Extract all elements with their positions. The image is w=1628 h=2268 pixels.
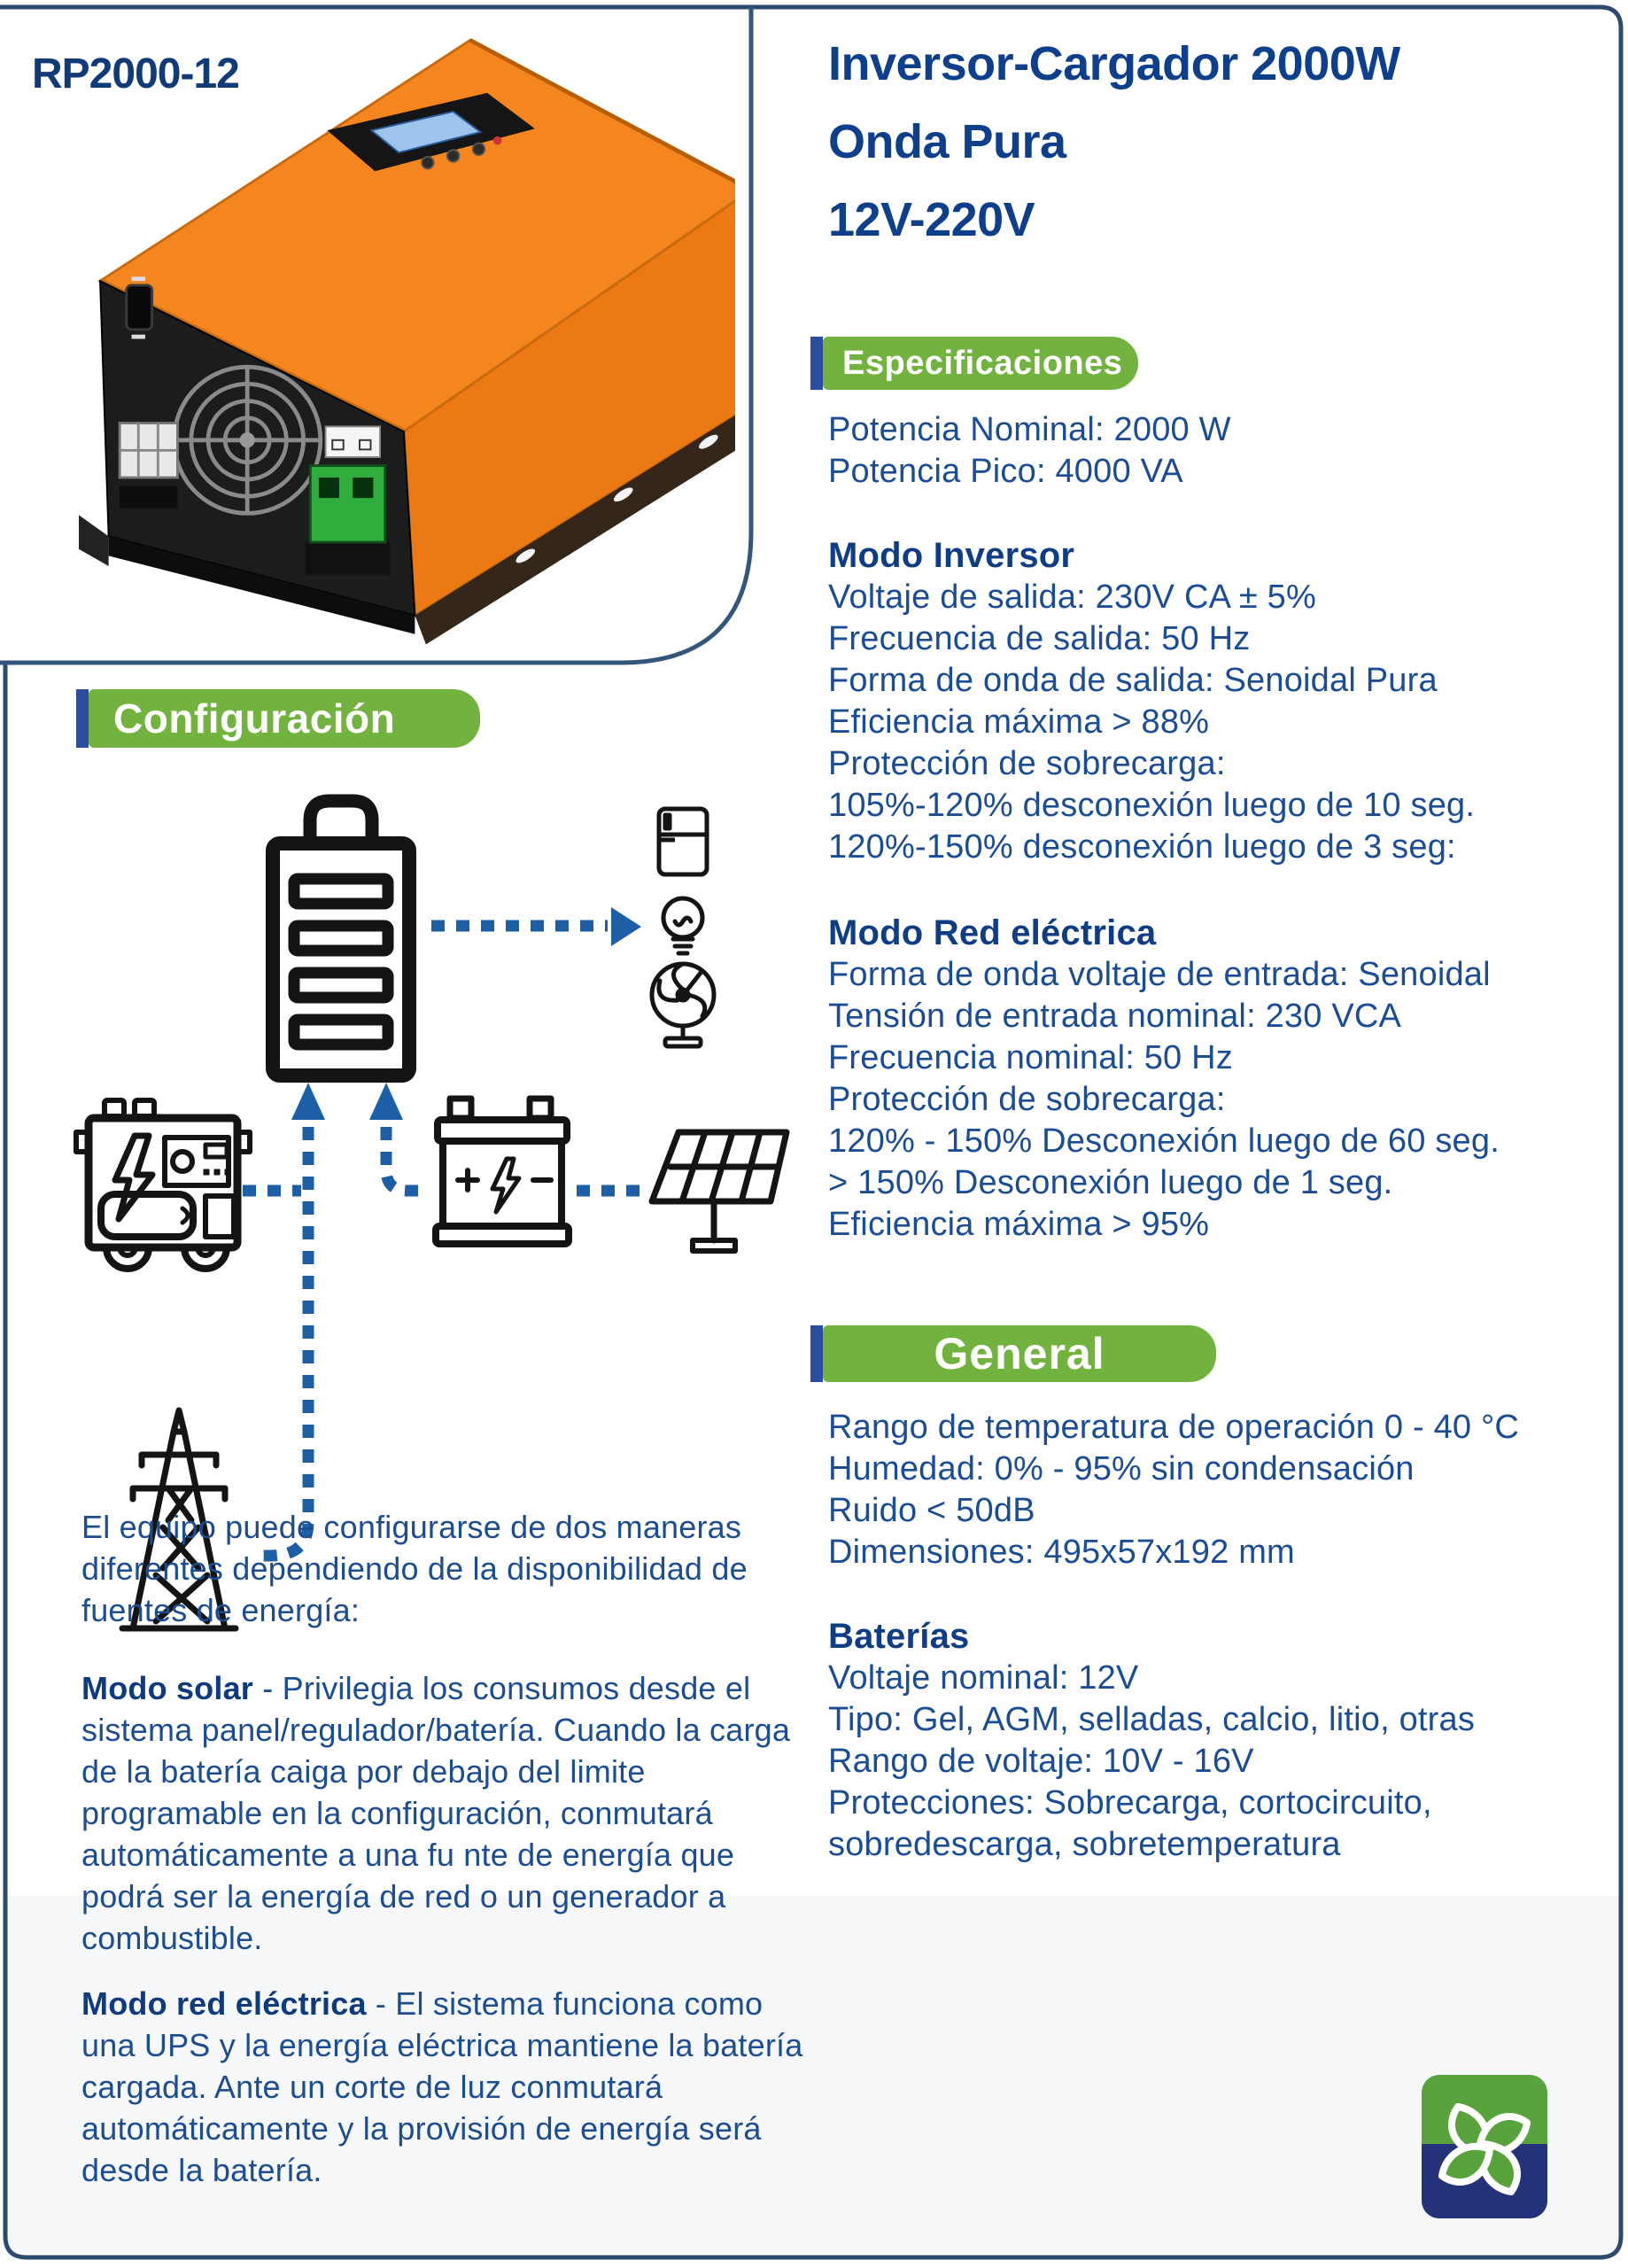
modo-solar-text: - Privilegia los consumos desde el sistema panel/regulador/batería. Cuando la carga de la batería caiga por debajo del limite programable en la configuración, conmutará automáticamente a una fu nte de energía que podrá ser la energía de red o un generador a combustible. — [81, 1670, 791, 1956]
section-header: Baterías — [828, 1617, 970, 1656]
title-line: Onda Pura — [828, 115, 1066, 168]
pinwheel-logo-icon — [1422, 2075, 1547, 2218]
spec-line: Voltaje de salida: 230V CA ± 5% — [828, 579, 1316, 616]
spec-line: 120% - 150% Desconexión luego de 60 seg. — [828, 1122, 1500, 1160]
modo-red-label: Modo red eléctrica — [81, 1985, 367, 2022]
modo-red-section — [828, 913, 1500, 1246]
badge-label: Configuración — [89, 689, 480, 748]
badge-accent-bar — [810, 337, 823, 390]
spec-line: Tensión de entrada nominal: 230 VCA — [828, 998, 1402, 1035]
configuracion-badge — [76, 689, 480, 748]
config-intro-paragraph: El equipo puede configurarse de dos maneras diferentes dependiendo de la disponibilidad de fuentes de energía: — [81, 1509, 748, 1628]
spec-line: Ruido < 50dB — [828, 1492, 1035, 1529]
spec-line: Potencia Nominal: 2000 W — [828, 411, 1231, 448]
solar-panel-icon — [652, 1132, 787, 1251]
modo-red-text: - El sistema funciona como una UPS y la energía eléctrica mantiene la batería cargada. Ante un corte de luz conmutará automáticamente y la provisión de energía será desde la batería. — [81, 1985, 803, 2188]
spec-line: Voltaje nominal: 12V — [828, 1659, 1139, 1697]
page-title — [828, 25, 1608, 259]
general-section — [828, 1407, 1519, 1573]
fridge-icon — [659, 809, 707, 874]
spec-line: Potencia Pico: 4000 VA — [828, 453, 1183, 490]
specs-intro — [828, 409, 1231, 493]
baterias-section — [828, 1616, 1475, 1866]
badge-accent-bar — [810, 1325, 823, 1382]
spec-line: > 150% Desconexión luego de 1 seg. — [828, 1164, 1393, 1201]
spec-line: Tipo: Gel, AGM, selladas, calcio, litio, otras — [828, 1701, 1476, 1738]
up-arrow-left — [291, 1083, 325, 1120]
battery-inverter-icon — [273, 801, 409, 1076]
spec-line: 105%-120% desconexión luego de 10 seg. — [828, 787, 1476, 824]
spec-line: Forma de onda voltaje de entrada: Senoidal — [828, 956, 1491, 993]
arrow-to-loads — [611, 907, 641, 946]
spec-line: Forma de onda de salida: Senoidal Pura — [828, 662, 1438, 699]
spec-line: Rango de voltaje: 10V - 16V — [828, 1743, 1254, 1780]
modo-solar-paragraph — [81, 1667, 808, 1959]
up-arrow-right — [369, 1083, 403, 1120]
especificaciones-badge — [810, 337, 1138, 390]
model-number: RP2000-12 — [32, 50, 239, 97]
product-photo — [27, 4, 735, 651]
fan-icon — [652, 964, 714, 1046]
spec-line: Rango de temperatura de operación 0 - 40 °C — [828, 1409, 1520, 1446]
modo-inversor-section — [828, 535, 1475, 868]
light-bulb-icon — [663, 898, 702, 953]
section-header: Modo Red eléctrica — [828, 913, 1157, 952]
spec-line: sobredescarga, sobretemperatura — [828, 1826, 1341, 1863]
title-line: Inversor-Cargador 2000W — [828, 37, 1400, 90]
spec-line: 120%-150% desconexión luego de 3 seg: — [828, 828, 1456, 866]
spec-line: Protección de sobrecarga: — [828, 745, 1226, 782]
general-badge — [810, 1325, 1216, 1382]
spec-line: Frecuencia de salida: 50 Hz — [828, 620, 1251, 657]
spec-line: Protección de sobrecarga: — [828, 1081, 1226, 1118]
badge-label: Especificaciones — [823, 337, 1138, 390]
spec-line: Protecciones: Sobrecarga, cortocircuito, — [828, 1784, 1432, 1821]
generator-icon — [76, 1100, 250, 1269]
spec-line: Eficiencia máxima > 95% — [828, 1206, 1210, 1243]
badge-accent-bar — [76, 689, 89, 748]
spec-line: Frecuencia nominal: 50 Hz — [828, 1039, 1233, 1076]
badge-label: General — [823, 1325, 1216, 1382]
spec-line: Eficiencia máxima > 88% — [828, 703, 1210, 741]
spec-line: Dimensiones: 495x57x192 mm — [828, 1534, 1295, 1571]
title-line: 12V-220V — [828, 193, 1035, 246]
spec-line: Humedad: 0% - 95% sin condensación — [828, 1450, 1415, 1487]
car-battery-icon — [436, 1099, 569, 1244]
modo-red-paragraph — [81, 1983, 808, 2191]
modo-solar-label: Modo solar — [81, 1670, 254, 1706]
section-header: Modo Inversor — [828, 536, 1075, 575]
